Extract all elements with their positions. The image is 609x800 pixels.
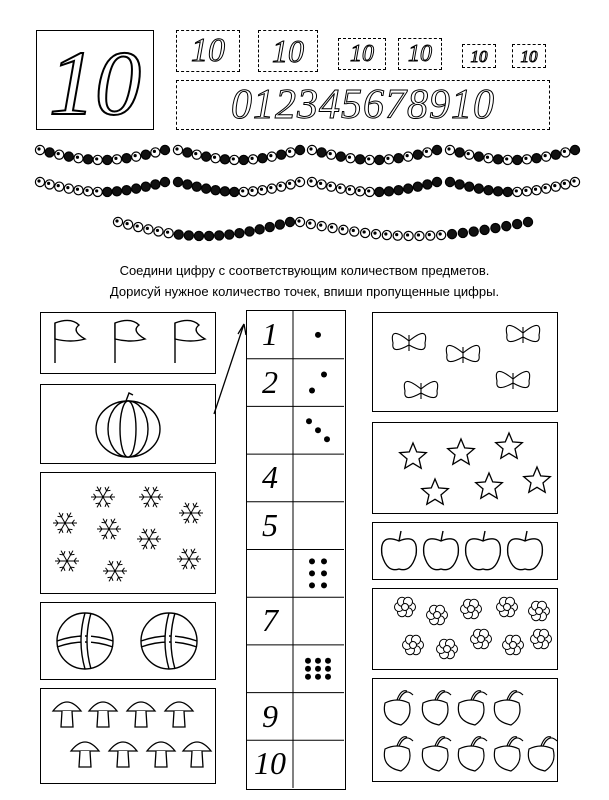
grid-dot	[321, 558, 327, 564]
grid-dot	[321, 582, 327, 588]
trace-ten-1: 10	[191, 32, 225, 69]
grid-dot	[325, 674, 331, 680]
grid-dot	[321, 372, 327, 378]
grid-number-3[interactable]	[247, 406, 293, 452]
star-icons	[373, 423, 557, 513]
grid-number-1[interactable]: 1	[262, 316, 278, 352]
grid-dot	[309, 388, 315, 394]
trace-ten-3: 10	[350, 41, 374, 67]
butterfly-icons	[373, 313, 557, 411]
pumpkin-box[interactable]	[40, 384, 216, 464]
grid-dot	[325, 666, 331, 672]
trace-ten-5: 10	[470, 47, 488, 66]
number-dot-grid	[246, 310, 346, 790]
grid-dot	[306, 418, 312, 424]
flowers-box[interactable]	[372, 588, 558, 670]
grid-dot	[321, 570, 327, 576]
big-ten-digit: 10	[49, 32, 141, 134]
grid-dot	[315, 658, 321, 664]
balls-box[interactable]	[40, 602, 216, 680]
grid-dot	[315, 332, 321, 338]
grid-number-4[interactable]: 4	[262, 459, 278, 496]
grid-dot	[305, 666, 311, 672]
flags-box[interactable]	[40, 312, 216, 374]
grid-number-6[interactable]	[247, 550, 293, 596]
instruction-line-2: Дорисуй нужное количество точек, впиши пропущенные цифры.	[109, 284, 500, 299]
flag-icons	[41, 313, 215, 373]
trace-ten-4: 10	[408, 41, 432, 67]
grid-number-8[interactable]	[247, 645, 293, 691]
grid-number-7[interactable]: 7	[262, 602, 278, 639]
grid-dot	[315, 427, 321, 433]
trace-digits: 012345678910	[231, 82, 495, 128]
grid-dot	[309, 570, 315, 576]
grid-dot	[305, 658, 311, 664]
bead-garlands	[0, 0, 609, 260]
grid-dot	[325, 658, 331, 664]
apples-box[interactable]	[372, 522, 558, 580]
beet-icons	[373, 679, 557, 781]
instruction-line-1: Соедини цифру с соответствующим количеством предметов.	[119, 263, 490, 278]
flower-icons	[373, 589, 557, 669]
apple-icons	[373, 523, 557, 579]
grid-dot	[324, 436, 330, 442]
grid-dot	[309, 558, 315, 564]
mushrooms-box[interactable]	[40, 688, 216, 784]
grid-number-5[interactable]: 5	[262, 506, 278, 543]
trace-ten-6: 10	[520, 47, 538, 66]
ball-icons	[41, 603, 215, 679]
grid-number-2[interactable]: 2	[262, 363, 278, 400]
grid-dot	[315, 666, 321, 672]
pumpkin-icon	[41, 385, 215, 463]
grid-dot	[315, 674, 321, 680]
beets-box[interactable]	[372, 678, 558, 782]
snowflake-icons	[41, 473, 215, 593]
trace-ten-2: 10	[272, 33, 304, 69]
stars-box[interactable]	[372, 422, 558, 514]
snowflakes-box[interactable]	[40, 472, 216, 594]
grid-number-9[interactable]: 9	[262, 697, 278, 734]
mushroom-icons	[41, 689, 215, 783]
grid-dot	[309, 582, 315, 588]
grid-number-10[interactable]: 10	[254, 745, 286, 782]
grid-dot	[305, 674, 311, 680]
butterflies-box[interactable]	[372, 312, 558, 412]
